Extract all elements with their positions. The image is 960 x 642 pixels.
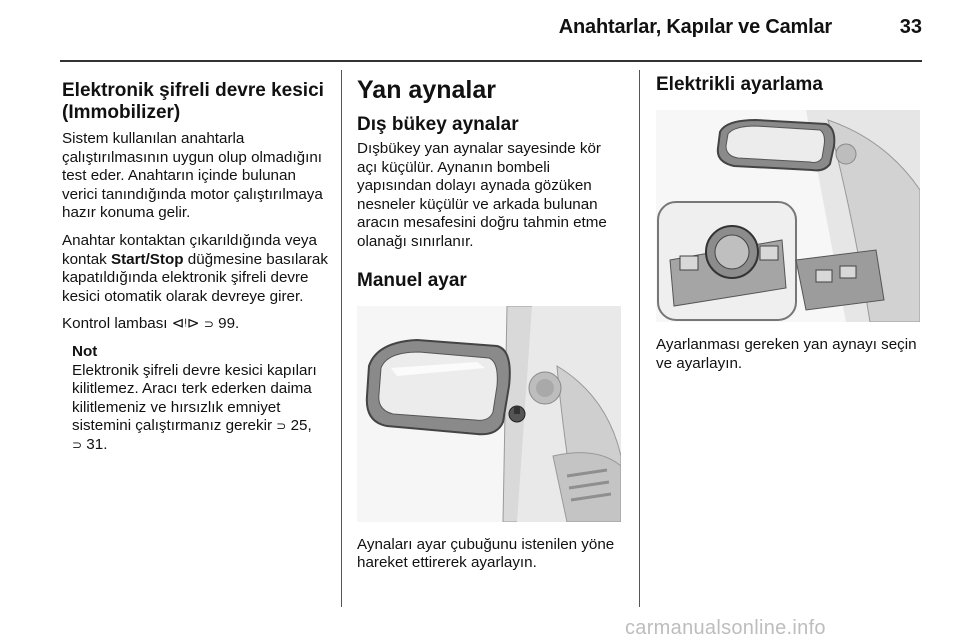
page-number: 33 [899,16,922,38]
electric-adjust-caption: Ayarlanması gereken yan aynayı seçin ve ayarlayın. [656,336,917,372]
manual-adjust-heading: Manuel ayar [357,269,467,291]
text: düğmesine basılarak kapatıldığında elektronik şifreli devre kesici otomatik olarak devreye girer. [62,250,328,305]
page-ref-link[interactable]: 31. [86,435,108,453]
immobilizer-paragraph [62,232,334,306]
page-ref-link[interactable]: 99. [218,315,240,333]
column-divider [639,70,640,607]
control-lamp-paragraph [62,315,334,334]
note-title: Not [72,342,98,360]
page-ref-link[interactable]: 25, [290,417,312,435]
convex-mirrors-heading: Dış bükey aynalar [357,114,519,135]
column-electric-adjust [656,74,922,382]
column-immobilizer [62,74,334,455]
page-ref-arrow-icon: ⊃ [72,437,83,452]
manual-mirror-illustration [357,306,621,522]
text: Elektronik şifreli devre kesici kapıları kilitlemez. Aracı terk ederken daima kilitlemeniz ve hırsızlık emniyet sistemini çalıştırmanız gerekir [72,361,317,435]
text: Anahtar kontaktan çıkarıldığında veya kontak [62,231,317,268]
page-ref-arrow-icon: ⊃ [276,419,287,434]
electric-mirror-illustration [656,110,920,322]
note-text [72,362,334,455]
page-ref-arrow-icon: ⊃ [203,317,214,332]
convex-mirrors-paragraph: Dışbükey yan aynalar sayesinde kör açı küçülür. Aynanın bombeli yapısından dolayı aynada gözüken nesneler küçülür ve arkada bulunan aracın mesafesini doğru tahmin etme olanağı sınırlanır. [357,140,607,250]
column-divider [341,70,342,607]
column-side-mirrors [357,74,625,582]
electric-adjust-heading: Elektrikli ayarlama [656,74,823,95]
immobilizer-paragraph: Sistem kullanılan anahtarla çalıştırılmasının uygun olup olmadığını test eder. Anahtarın içinde bulunan verici tanındığında motor çalıştırılmaya hazır konuma gelir. [62,130,323,222]
immobilizer-heading: Elektronik şifreli devre kesici (Immobilizer) [62,80,324,123]
start-stop-term: Start/Stop [110,250,184,268]
side-mirrors-heading: Yan aynalar [357,76,496,104]
header-rule [60,60,922,62]
header-title: Anahtarlar, Kapılar ve Camlar [558,16,832,38]
watermark: carmanualsonline.info [625,617,826,639]
immobilizer-lamp-icon: ⊲ᵎ⊳ [171,315,200,333]
note-box [72,343,334,455]
manual-adjust-caption: Aynaları ayar çubuğunu istenilen yöne hareket ettirerek ayarlayın. [357,535,615,572]
text: Kontrol lambası [62,315,172,333]
